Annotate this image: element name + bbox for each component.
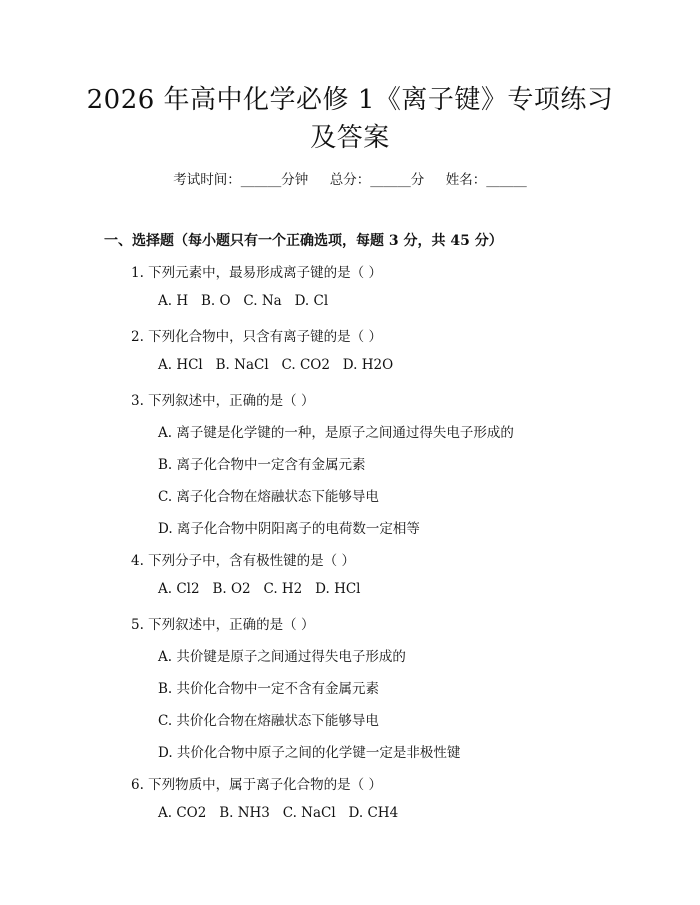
- question-2: 2. 下列化合物中，只含有离子键的是（ ）: [131, 329, 382, 345]
- question-3-option-b: B. 离子化合物中一定含有金属元素: [158, 457, 366, 473]
- question-1-options: A. H B. O C. Na D. Cl: [158, 293, 329, 309]
- question-5-option-d: D. 共价化合物中原子之间的化学键一定是非极性键: [158, 745, 461, 761]
- page-title-line2: 及答案: [310, 123, 390, 153]
- question-1: 1. 下列元素中，最易形成离子键的是（ ）: [131, 265, 382, 281]
- question-3-option-d: D. 离子化合物中阴阳离子的电荷数一定相等: [158, 521, 420, 537]
- question-3-option-a: A. 离子键是化学键的一种，是原子之间通过得失电子形成的: [158, 425, 514, 441]
- question-3-option-c: C. 离子化合物在熔融状态下能够导电: [158, 489, 379, 505]
- question-5-option-a: A. 共价键是原子之间通过得失电子形成的: [158, 649, 406, 665]
- exam-meta: 考试时间：______分钟 总分：______分 姓名：______: [173, 172, 527, 188]
- question-6: 6. 下列物质中，属于离子化合物的是（ ）: [131, 777, 382, 793]
- question-4: 4. 下列分子中，含有极性键的是（ ）: [131, 553, 355, 569]
- page-title-line1: 2026 年高中化学必修 1《离子键》专项练习: [86, 85, 614, 115]
- question-6-options: A. CO2 B. NH3 C. NaCl D. CH4: [158, 805, 399, 821]
- question-4-options: A. Cl2 B. O2 C. H2 D. HCl: [158, 581, 361, 597]
- question-2-options: A. HCl B. NaCl C. CO2 D. H2O: [158, 357, 394, 373]
- question-5: 5. 下列叙述中，正确的是（ ）: [131, 617, 315, 633]
- question-5-option-b: B. 共价化合物中一定不含有金属元素: [158, 681, 380, 697]
- question-3: 3. 下列叙述中，正确的是（ ）: [131, 393, 315, 409]
- question-5-option-c: C. 共价化合物在熔融状态下能够导电: [158, 713, 379, 729]
- section-heading: 一、选择题（每小题只有一个正确选项，每题 3 分，共 45 分）: [104, 233, 503, 249]
